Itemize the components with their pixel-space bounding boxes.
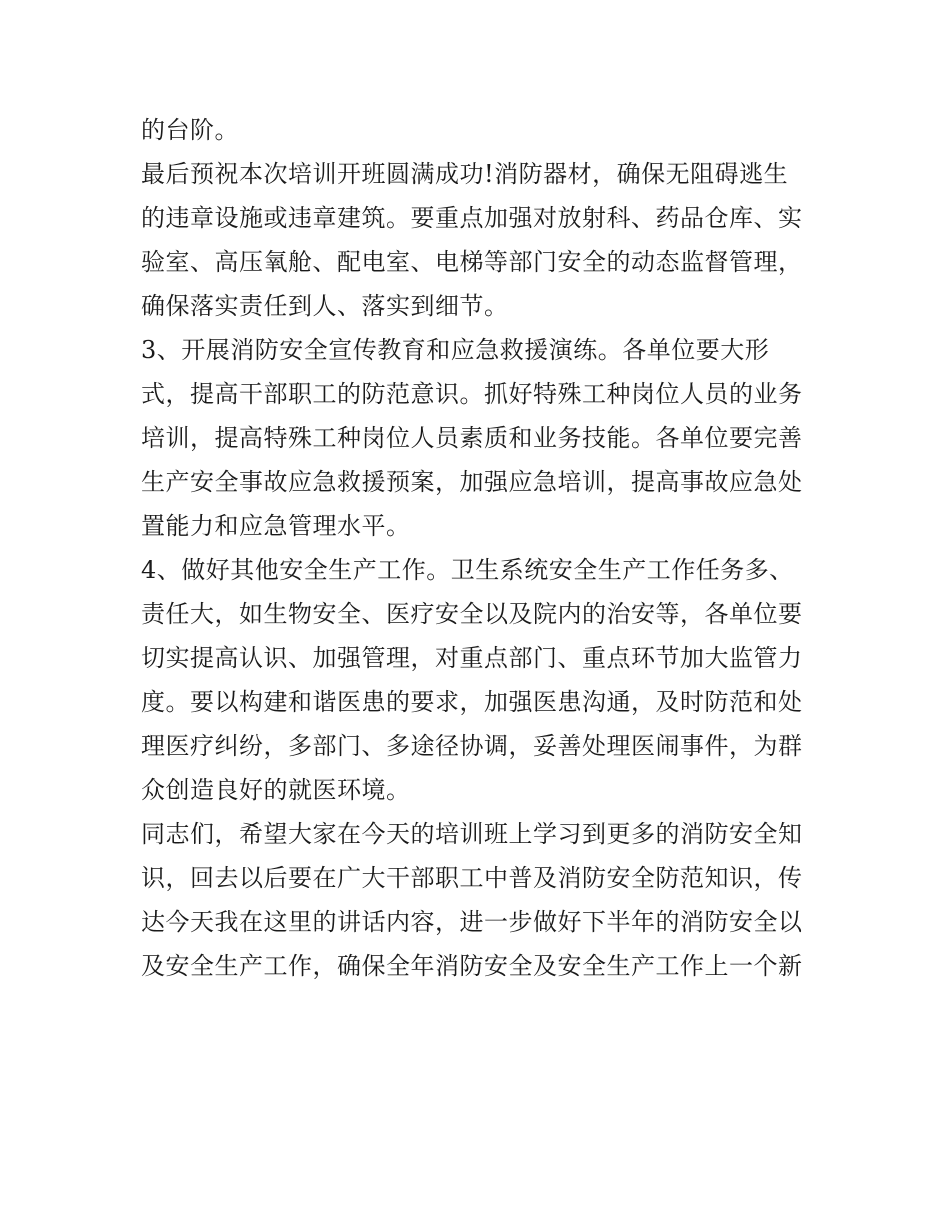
text-line-1: 的台阶。: [141, 116, 239, 144]
text-line-18: 识，回去以后要在广大干部职工中普及消防安全防范知识，传: [141, 864, 803, 892]
text-line-2: 最后预祝本次培训开班圆满成功!消防器材，确保无阻碍逃生: [141, 160, 789, 188]
text-line-16: 众创造良好的就医环境。: [141, 776, 411, 804]
body-text: [141, 108, 831, 988]
text-line-3: 的违章设施或违章建筑。要重点加强对放射科、药品仓库、实: [141, 204, 803, 232]
text-line-12: 责任大，如生物安全、医疗安全以及院内的治安等，各单位要: [141, 600, 803, 628]
text-line-10: 置能力和应急管理水平。: [141, 512, 411, 540]
text-line-15: 理医疗纠纷，多部门、多途径协调，妥善处理医闹事件，为群: [141, 732, 803, 760]
text-line-19: 达今天我在这里的讲话内容，进一步做好下半年的消防安全以: [141, 908, 803, 936]
text-line-17: 同志们，希望大家在今天的培训班上学习到更多的消防安全知: [141, 820, 803, 848]
text-line-20: 及安全生产工作，确保全年消防安全及安全生产工作上一个新: [141, 952, 803, 980]
text-line-13: 切实提高认识、加强管理，对重点部门、重点环节加大监管力: [141, 644, 803, 672]
text-line-14: 度。要以构建和谐医患的要求，加强医患沟通，及时防范和处: [141, 688, 803, 716]
text-line-7: 式，提高干部职工的防范意识。抓好特殊工种岗位人员的业务: [141, 380, 803, 408]
text-line-11: 4、做好其他安全生产工作。卫生系统安全生产工作任务多、: [141, 556, 794, 584]
text-line-9: 生产安全事故应急救援预案，加强应急培训，提高事故应急处: [141, 468, 803, 496]
text-line-8: 培训，提高特殊工种岗位人员素质和业务技能。各单位要完善: [141, 424, 803, 452]
text-line-4: 验室、高压氧舱、配电室、电梯等部门安全的动态监督管理，: [141, 248, 803, 276]
text-line-6: 3、开展消防安全宣传教育和应急救援演练。各单位要大形: [141, 336, 770, 364]
text-line-5: 确保落实责任到人、落实到细节。: [141, 292, 509, 320]
